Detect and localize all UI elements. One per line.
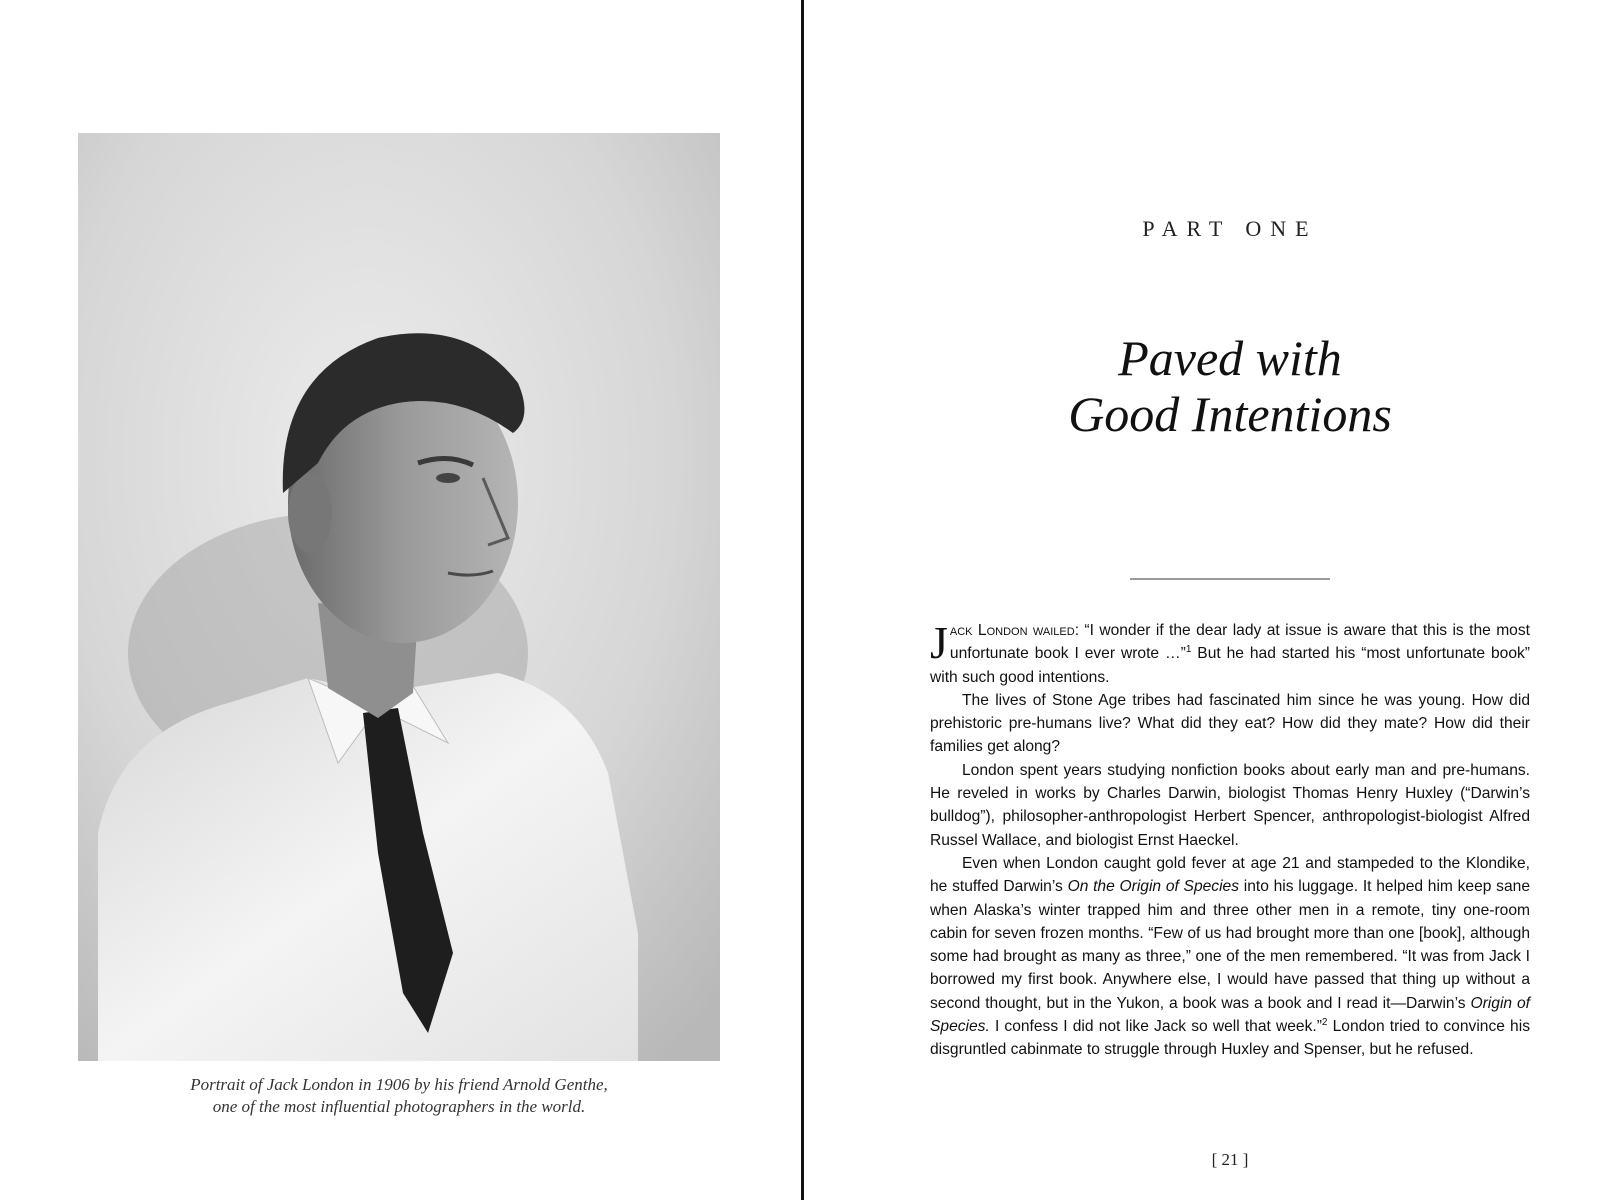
page-gutter	[801, 0, 804, 1200]
page-number: [ 21 ]	[1211, 1150, 1249, 1169]
paragraph	[930, 852, 1530, 1062]
paragraph-text: : “I wonder if the dear lady at issue is aware that this is the most unfortunate book I ever wrote …”	[949, 622, 1530, 663]
lead-in: ack London wailed	[949, 622, 1075, 639]
paragraph: The lives of Stone Age tribes had fascinated him since he was young. How did prehistoric pre-humans live? What did they eat? How did they mate? How did their families get along?	[930, 691, 1530, 756]
part-label: PART ONE	[1142, 216, 1318, 241]
title-divider	[1130, 578, 1330, 580]
chapter-body	[930, 619, 1530, 1062]
paragraph-text: But he had started his “most unfortunate book” with such good intentions.	[930, 645, 1530, 686]
chapter-title-line: Paved with	[1118, 330, 1342, 386]
paragraph: London spent years studying nonfiction books about early man and pre-humans. He reveled in works by Charles Darwin, biologist Thomas Henry Huxley (“Darwin’s bulldog”), philosopher-anthropologist Herbert Spencer, anthropologist-biologist Alfred Russel Wallace, and biologist Ernst Haeckel.	[930, 761, 1530, 849]
book-title: Origin of Species.	[930, 994, 1531, 1036]
footnote-ref[interactable]: 1	[1185, 644, 1192, 656]
paragraph-text: Even when London caught gold fever at age 21 and stampeded to the Klondike, he stuffed Darwin’s	[930, 854, 1530, 896]
drop-cap: J	[930, 617, 948, 668]
paragraph-text: London tried to convince his disgruntled cabinmate to struggle through Huxley and Spenser, but he refused.	[930, 1018, 1530, 1059]
book-title: On the Origin of Species	[1067, 878, 1240, 896]
caption-line: Portrait of Jack London in 1906 by his friend Arnold Genthe,	[190, 1075, 608, 1094]
chapter-title	[930, 330, 1530, 442]
chapter-title-line: Good Intentions	[1068, 386, 1392, 442]
footnote-ref[interactable]: 2	[1321, 1016, 1328, 1028]
paragraph-text: into his luggage. It helped him keep sane when Alaska’s winter trapped him and three other men in a remote, tiny one-room cabin for seven frozen months. “Few of us had brought more than one [book], although some had brought as many as three,” one of the men remembered. “It was from Jack I borrowed my first book. Anywhere else, I would have passed that thing up without a second thought, but in the Yukon, a book was a book and I read it—Darwin’s	[930, 878, 1530, 1012]
paragraph-text: I confess I did not like Jack so well that week.”	[989, 1018, 1322, 1036]
paragraph	[930, 619, 1530, 689]
portrait-photo	[78, 133, 720, 1061]
photo-caption	[78, 1074, 720, 1118]
caption-line: one of the most influential photographers in the world.	[212, 1097, 586, 1116]
